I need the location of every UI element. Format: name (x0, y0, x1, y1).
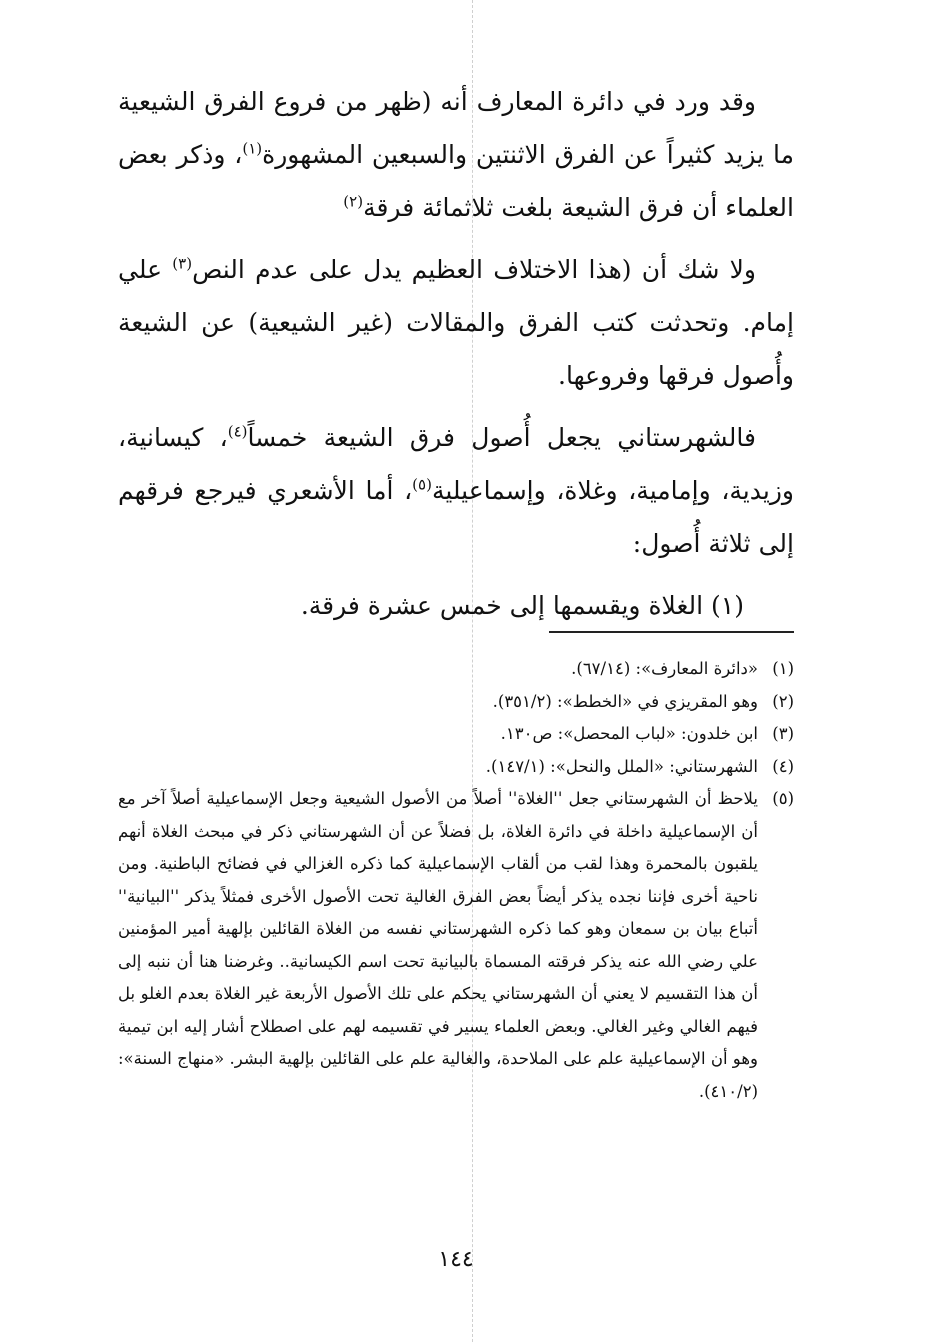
footnote-4 (118, 751, 794, 784)
footnote-text: يلاحظ أن الشهرستاني جعل ''الغلاة'' أصلاً من الأصول الشيعية وجعل الإسماعيلية أصلاً آخر مع أن الإسماعيلية داخلة في دائرة الغلاة، بل فضلاً عن أن الشهرستاني ذكر في مبحث الغلاة أنهم يلقبون بالمحمرة وهذا لقب من ألقاب الإسماعيلية كما ذكره الغزالي في فضائح الباطنية. ومن ناحية أخرى فإننا نجده يذكر أيضاً بعض الفرق الغالية تحت الأصول الأخرى فمثلاً يذكر ''البيانية'' أتباع بيان بن سمعان وهو كما ذكره الشهرستاني نفسه من الغلاة القائلين بإلهية أمير المؤمنين علي رضي الله عنه يذكر فرقته المسماة بالبيانية تحت اسم الكيسانية.. وغرضنا هنا أن ننبه إلى أن هذا التقسيم لا يعني أن الشهرستاني يحكم على تلك الأصول الأربعة غير الغلاة بعدم الغلو بل فيهم الغالي وغير الغالي. وبعض العلماء يسير في تقسيمه لهم على اصطلاح أشار إليه ابن تيمية وهو أن الإسماعيلية علم على الملاحدة، والغالية علم على القائلين بإلهية البشر. «منهاج السنة»: (٤١٠/٢). (118, 789, 758, 1101)
footnote-text: «دائرة المعارف»: (٦٧/١٤). (571, 659, 758, 678)
footnote-number: (٣) (772, 724, 794, 743)
paragraph-1 (118, 75, 794, 234)
page-number: ١٤٤ (438, 1247, 474, 1272)
footnote-separator (549, 631, 794, 633)
footnote-number: (١) (772, 659, 794, 678)
footnote-number: (٥) (772, 789, 794, 808)
paragraph-3 (118, 411, 794, 570)
main-text (118, 75, 794, 632)
paragraph-3-text-b: ، كيسانية، وزيدية، وإمامية، وغلاة، وإسماعيلية (118, 423, 794, 505)
footnote-number: (٢) (772, 691, 794, 711)
footnote-2 (118, 686, 794, 719)
footnote-text: ابن خلدون: «لباب المحصل»: ص١٣٠. (500, 724, 758, 743)
paragraph-2-text-b: علي إمام. وتحدثت كتب الفرق والمقالات (غير الشيعية) عن الشيعة وأُصول فرقها وفروعها. (118, 255, 794, 390)
paragraph-2 (118, 243, 794, 402)
paragraph-2-text-a: ولا شك أن (هذا الاختلاف العظيم يدل على عدم النص (192, 255, 756, 284)
footnote-number: (٤) (772, 756, 794, 776)
footnote-ref-3: (٣) (172, 254, 193, 273)
paragraph-1-text-b: ، وذكر بعض العلماء أن فرق الشيعة بلغت ثلاثمائة فرقة (118, 140, 794, 222)
paragraph-3-text-a: فالشهرستاني يجعل أُصول فرق الشيعة خمساً (247, 423, 756, 452)
list-item-ghulat: (١) الغلاة ويقسمها إلى خمس عشرة فرقة. (300, 591, 744, 620)
footnote-5 (118, 783, 794, 1108)
footnote-text: الشهرستاني: «الملل والنحل»: (١٤٧/١). (485, 756, 758, 776)
footnote-ref-5: (٥) (412, 475, 432, 494)
footnote-ref-2: (٢) (343, 192, 364, 211)
footnote-text: وهو المقريزي في «الخطط»: (٣٥١/٢). (492, 691, 758, 711)
footnote-1 (118, 653, 794, 686)
paragraph-3-text-c: ، أما الأشعري فيرجع فرقهم إلى ثلاثة أُصول: (118, 476, 794, 558)
paragraph-1-text-a: وقد ورد في دائرة المعارف أنه (ظهر من فروع الفرق الشيعية ما يزيد كثيراً عن الفرق الاثنتين والسبعين المشهورة (118, 87, 794, 169)
footnotes (118, 653, 794, 1108)
footnote-ref-4: (٤) (227, 422, 248, 441)
footnote-ref-1: (١) (242, 139, 263, 158)
footnote-3 (118, 718, 794, 751)
page-content (118, 75, 794, 1335)
